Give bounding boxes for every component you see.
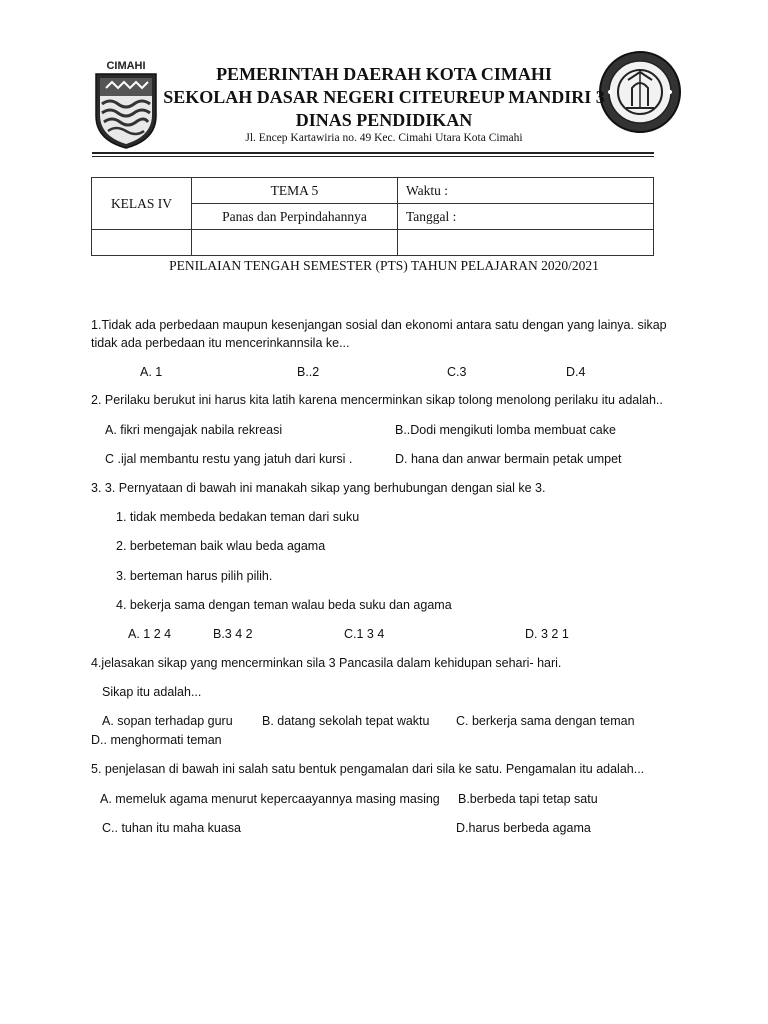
header-school-name: SEKOLAH DASAR NEGERI CITEUREUP MANDIRI 3 xyxy=(163,87,605,107)
time-cell: Waktu : xyxy=(398,178,654,204)
q3-statement-1: 1. tidak membeda bedakan teman dari suku xyxy=(116,510,360,524)
question-4: 4.jelasakan sikap yang mencerminkan sila 3 Pancasila dalam kehidupan sehari- hari. xyxy=(91,656,562,670)
empty-cell xyxy=(398,230,654,256)
question-5: 5. penjelasan di bawah ini salah satu bentuk pengamalan dari sila ke satu. Pengamalan itu adalah... xyxy=(91,762,645,776)
q2-option-a: A. fikri mengajak nabila rekreasi xyxy=(105,423,283,437)
question-1-line-2: tidak ada perbedaan itu mencerinkannsila ke... xyxy=(91,336,350,350)
header-address: Jl. Encep Kartawiria no. 49 Kec. Cimahi Utara Kota Cimahi xyxy=(245,132,523,144)
q3-option-a: A. 1 2 4 xyxy=(128,627,172,641)
q3-statement-2: 2. berbeteman baik wlau beda agama xyxy=(116,539,326,553)
logo-left-text: CIMAHI xyxy=(106,60,146,72)
exam-title: PENILAIAN TENGAH SEMESTER (PTS) TAHUN PELAJARAN 2020/2021 xyxy=(169,258,599,273)
q5-option-b: B.berbeda tapi tetap satu xyxy=(458,792,598,806)
q4-option-b: B. datang sekolah tepat waktu xyxy=(262,714,430,728)
q2-option-d: D. hana dan anwar bermain petak umpet xyxy=(395,452,622,466)
q1-option-c: C.3 xyxy=(447,365,467,379)
subtheme-cell: Panas dan Perpindahannya xyxy=(192,204,398,230)
question-1-line-1: 1.Tidak ada perbedaan maupun kesenjangan sosial dan ekonomi antara satu dengan yang lainya. sikap xyxy=(91,318,667,332)
q4-option-a: A. sopan terhadap guru xyxy=(102,714,233,728)
q5-option-c: C.. tuhan itu maha kuasa xyxy=(102,821,241,835)
empty-cell xyxy=(92,230,192,256)
class-cell: KELAS IV xyxy=(92,178,192,230)
q4-option-c: C. berkerja sama dengan teman xyxy=(456,714,635,728)
question-3: 3. 3. Pernyataan di bawah ini manakah sikap yang berhubungan dengan sial ke 3. xyxy=(91,481,546,495)
exam-info-table xyxy=(91,177,654,256)
header-divider-thin xyxy=(92,156,654,157)
header-divider xyxy=(92,152,654,154)
q3-option-b: B.3 4 2 xyxy=(213,627,253,641)
q3-option-d: D. 3 2 1 xyxy=(525,627,569,641)
q3-statement-3: 3. berteman harus pilih pilih. xyxy=(116,569,273,583)
header-government: PEMERINTAH DAERAH KOTA CIMAHI xyxy=(216,64,552,84)
question-2: 2. Perilaku berukut ini harus kita latih karena mencerminkan sikap tolong menolong perilaku itu adalah.. xyxy=(91,393,663,407)
theme-cell: TEMA 5 xyxy=(192,178,398,204)
q2-option-b: B..Dodi mengikuti lomba membuat cake xyxy=(395,423,616,437)
q1-option-a: A. 1 xyxy=(140,365,163,379)
q1-option-d: D.4 xyxy=(566,365,586,379)
date-cell: Tanggal : xyxy=(398,204,654,230)
q3-statement-4: 4. bekerja sama dengan teman walau beda suku dan agama xyxy=(116,598,452,612)
q4-stem: Sikap itu adalah... xyxy=(102,685,202,699)
header-department: DINAS PENDIDIKAN xyxy=(295,110,473,130)
q4-option-d: D.. menghormati teman xyxy=(91,733,222,747)
q2-option-c: C .ijal membantu restu yang jatuh dari kursi . xyxy=(105,452,353,466)
q3-option-c: C.1 3 4 xyxy=(344,627,385,641)
empty-cell xyxy=(192,230,398,256)
q5-option-d: D.harus berbeda agama xyxy=(456,821,591,835)
q1-option-b: B..2 xyxy=(297,365,320,379)
q5-option-a: A. memeluk agama menurut kepercaayannya masing masing xyxy=(100,792,440,806)
